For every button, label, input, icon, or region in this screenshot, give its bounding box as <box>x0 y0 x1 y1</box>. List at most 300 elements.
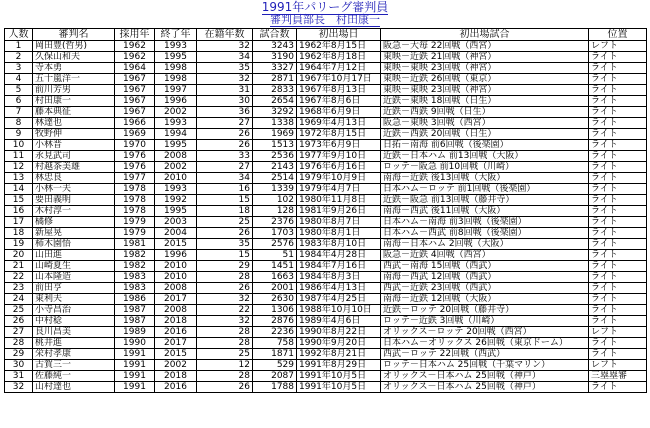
cell-games: 2876 <box>253 316 297 327</box>
cell-years: 36 <box>197 107 253 118</box>
cell-hired: 1962 <box>115 52 155 63</box>
table-row <box>5 151 647 162</box>
cell-hired: 1976 <box>115 162 155 173</box>
cell-ended: 2017 <box>155 294 197 305</box>
cell-hired: 1986 <box>115 294 155 305</box>
cell-games: 2001 <box>253 283 297 294</box>
cell-years: 26 <box>197 382 253 393</box>
cell-position: ライト <box>589 52 647 63</box>
cell-name: 山崎夏生 <box>33 261 115 272</box>
cell-years: 22 <box>197 305 253 316</box>
cell-debut-date: 1987年4月25日 <box>297 294 381 305</box>
cell-name: 村越茶美雄 <box>33 162 115 173</box>
cell-name: 木村淳一 <box>33 206 115 217</box>
cell-years: 28 <box>197 338 253 349</box>
table-row <box>5 272 647 283</box>
cell-debut-game: 南海－日本ハム 2回戦（大阪） <box>381 239 589 250</box>
cell-position: ライト <box>589 129 647 140</box>
cell-ended: 1995 <box>155 52 197 63</box>
cell-games: 2871 <box>253 74 297 85</box>
col-header-debut-game: 初出場試合 <box>381 29 589 41</box>
cell-games: 2536 <box>253 151 297 162</box>
col-header-games: 試合数 <box>253 29 297 41</box>
cell-ended: 1995 <box>155 206 197 217</box>
cell-hired: 1978 <box>115 206 155 217</box>
cell-debut-date: 1981年9月26日 <box>297 206 381 217</box>
cell-debut-date: 1990年9月20日 <box>297 338 381 349</box>
cell-games: 1788 <box>253 382 297 393</box>
cell-ended: 2010 <box>155 261 197 272</box>
cell-position: ライト <box>589 85 647 96</box>
cell-games: 1451 <box>253 261 297 272</box>
table-row <box>5 327 647 338</box>
cell-name: 良川昌美 <box>33 327 115 338</box>
cell-debut-date: 1973年6月9日 <box>297 140 381 151</box>
cell-position: ライト <box>589 118 647 129</box>
table-row <box>5 140 647 151</box>
cell-count: 30 <box>5 360 33 371</box>
cell-position: ライト <box>589 184 647 195</box>
cell-debut-game: ロッテ－近鉄 3回戦（川崎） <box>381 316 589 327</box>
cell-position: ライト <box>589 162 647 173</box>
cell-count: 8 <box>5 118 33 129</box>
cell-debut-date: 1991年8月29日 <box>297 360 381 371</box>
cell-position: レフト <box>589 360 647 371</box>
table-row <box>5 371 647 382</box>
col-header-hired: 採用年 <box>115 29 155 41</box>
cell-years: 30 <box>197 96 253 107</box>
cell-ended: 2018 <box>155 316 197 327</box>
cell-count: 3 <box>5 63 33 74</box>
cell-debut-date: 1967年10月17日 <box>297 74 381 85</box>
cell-name: 永見武司 <box>33 151 115 162</box>
cell-name: 山村達也 <box>33 382 115 393</box>
cell-ended: 2003 <box>155 217 197 228</box>
cell-years: 27 <box>197 118 253 129</box>
cell-debut-date: 1990年8月22日 <box>297 327 381 338</box>
cell-name: 中村稔 <box>33 316 115 327</box>
cell-position: レフト <box>589 41 647 52</box>
cell-years: 28 <box>197 272 253 283</box>
cell-count: 32 <box>5 382 33 393</box>
cell-count: 5 <box>5 85 33 96</box>
table-row <box>5 41 647 52</box>
cell-count: 14 <box>5 184 33 195</box>
table-row <box>5 316 647 327</box>
cell-debut-date: 1967年8月13日 <box>297 85 381 96</box>
cell-hired: 1983 <box>115 283 155 294</box>
cell-hired: 1977 <box>115 173 155 184</box>
cell-years: 28 <box>197 371 253 382</box>
cell-count: 19 <box>5 239 33 250</box>
cell-years: 18 <box>197 206 253 217</box>
table-row <box>5 349 647 360</box>
cell-ended: 1998 <box>155 63 197 74</box>
cell-count: 23 <box>5 283 33 294</box>
cell-games: 2376 <box>253 217 297 228</box>
cell-hired: 1967 <box>115 107 155 118</box>
cell-name: 五十嵐洋一 <box>33 74 115 85</box>
cell-hired: 1987 <box>115 316 155 327</box>
cell-debut-game: 近鉄－西鉄 9回戦（日生） <box>381 107 589 118</box>
table-row <box>5 206 647 217</box>
cell-ended: 2010 <box>155 272 197 283</box>
cell-position: ライト <box>589 63 647 74</box>
cell-games: 2514 <box>253 173 297 184</box>
cell-ended: 2017 <box>155 338 197 349</box>
cell-debut-game: 東映－近鉄 21回戦（神宮） <box>381 52 589 63</box>
cell-count: 4 <box>5 74 33 85</box>
cell-count: 21 <box>5 261 33 272</box>
cell-debut-date: 1986年4月13日 <box>297 283 381 294</box>
cell-ended: 1992 <box>155 195 197 206</box>
table-row <box>5 118 647 129</box>
cell-debut-date: 1962年8月18日 <box>297 52 381 63</box>
cell-hired: 1970 <box>115 140 155 151</box>
cell-debut-game: 阪急－東映 3回戦（西宮） <box>381 118 589 129</box>
cell-hired: 1966 <box>115 118 155 129</box>
cell-debut-game: 阪急－大毎 22回戦（西宮） <box>381 41 589 52</box>
cell-debut-game: オリックス－日本ハム 25回戦（神戸） <box>381 382 589 393</box>
cell-count: 18 <box>5 228 33 239</box>
cell-position: ライト <box>589 217 647 228</box>
cell-debut-date: 1972年8月15日 <box>297 129 381 140</box>
col-header-debut-date: 初出場日 <box>297 29 381 41</box>
cell-position: ライト <box>589 382 647 393</box>
cell-debut-game: 近鉄－西鉄 20回戦（日生） <box>381 129 589 140</box>
cell-debut-game: 南海－西武 後11回戦（大阪） <box>381 206 589 217</box>
cell-ended: 2002 <box>155 107 197 118</box>
cell-position: ライト <box>589 283 647 294</box>
cell-hired: 1979 <box>115 228 155 239</box>
cell-count: 13 <box>5 173 33 184</box>
table-row <box>5 294 647 305</box>
cell-debut-game: 東映－東映 23回戦（神宮） <box>381 85 589 96</box>
cell-ended: 2002 <box>155 162 197 173</box>
cell-years: 29 <box>197 261 253 272</box>
cell-position: レフト <box>589 327 647 338</box>
cell-debut-date: 1984年4月28日 <box>297 250 381 261</box>
cell-count: 28 <box>5 338 33 349</box>
cell-debut-game: ロッテ－阪急 前10回戦（川崎） <box>381 162 589 173</box>
cell-debut-date: 1967年8月6日 <box>297 96 381 107</box>
cell-debut-game: 近鉄－東映 18回戦（日生） <box>381 96 589 107</box>
cell-position: ライト <box>589 151 647 162</box>
cell-debut-game: ロッテ－日本ハム 25回戦（千葉マリン） <box>381 360 589 371</box>
cell-games: 2630 <box>253 294 297 305</box>
cell-ended: 2016 <box>155 327 197 338</box>
table-row <box>5 250 647 261</box>
cell-count: 12 <box>5 162 33 173</box>
cell-name: 桃井進 <box>33 338 115 349</box>
umpire-table <box>4 28 647 393</box>
cell-count: 9 <box>5 129 33 140</box>
cell-debut-game: オリックス－ロッテ 20回戦（西宮） <box>381 327 589 338</box>
cell-games: 1663 <box>253 272 297 283</box>
cell-hired: 1967 <box>115 74 155 85</box>
cell-hired: 1991 <box>115 349 155 360</box>
cell-ended: 2015 <box>155 349 197 360</box>
cell-position: ライト <box>589 294 647 305</box>
cell-years: 25 <box>197 349 253 360</box>
cell-position: ライト <box>589 228 647 239</box>
cell-count: 25 <box>5 305 33 316</box>
cell-ended: 1993 <box>155 118 197 129</box>
cell-ended: 1998 <box>155 74 197 85</box>
cell-games: 102 <box>253 195 297 206</box>
cell-games: 1969 <box>253 129 297 140</box>
cell-debut-date: 1980年8月7日 <box>297 217 381 228</box>
cell-position: ライト <box>589 239 647 250</box>
cell-name: 要田義明 <box>33 195 115 206</box>
table-row <box>5 74 647 85</box>
table-row <box>5 239 647 250</box>
cell-hired: 1976 <box>115 151 155 162</box>
cell-debut-date: 1988年10月10日 <box>297 305 381 316</box>
cell-ended: 2008 <box>155 305 197 316</box>
col-header-ended: 終了年 <box>155 29 197 41</box>
cell-years: 31 <box>197 85 253 96</box>
table-row <box>5 52 647 63</box>
cell-games: 2576 <box>253 239 297 250</box>
cell-games: 1339 <box>253 184 297 195</box>
table-row <box>5 283 647 294</box>
cell-years: 26 <box>197 129 253 140</box>
cell-debut-date: 1984年8月3日 <box>297 272 381 283</box>
col-header-count: 人数 <box>5 29 33 41</box>
cell-hired: 1978 <box>115 195 155 206</box>
col-header-name: 審判名 <box>33 29 115 41</box>
table-row <box>5 338 647 349</box>
cell-ended: 2008 <box>155 283 197 294</box>
table-row <box>5 217 647 228</box>
cell-name: 小林一夫 <box>33 184 115 195</box>
cell-count: 11 <box>5 151 33 162</box>
cell-games: 1871 <box>253 349 297 360</box>
cell-count: 27 <box>5 327 33 338</box>
cell-games: 529 <box>253 360 297 371</box>
cell-ended: 1993 <box>155 184 197 195</box>
cell-debut-game: 南海－近鉄 12回戦（大阪） <box>381 294 589 305</box>
cell-games: 2236 <box>253 327 297 338</box>
cell-debut-game: 阪急－近鉄 4回戦（西宮） <box>381 250 589 261</box>
cell-name: 柿木園悟 <box>33 239 115 250</box>
cell-debut-date: 1983年8月10日 <box>297 239 381 250</box>
cell-position: ライト <box>589 173 647 184</box>
cell-debut-date: 1979年4月7日 <box>297 184 381 195</box>
cell-position: ライト <box>589 261 647 272</box>
cell-years: 28 <box>197 327 253 338</box>
cell-games: 2143 <box>253 162 297 173</box>
table-row <box>5 195 647 206</box>
cell-years: 32 <box>197 316 253 327</box>
table-row <box>5 85 647 96</box>
cell-debut-game: 東映－近鉄 26回戦（東京） <box>381 74 589 85</box>
cell-years: 34 <box>197 52 253 63</box>
cell-debut-date: 1991年10月5日 <box>297 371 381 382</box>
cell-hired: 1991 <box>115 360 155 371</box>
cell-debut-game: 日本ハム－オリックス 26回戦（東京ドーム） <box>381 338 589 349</box>
cell-hired: 1989 <box>115 327 155 338</box>
sheet-title: 1991年パリーグ審判員 <box>261 0 389 14</box>
cell-hired: 1991 <box>115 382 155 393</box>
table-row <box>5 228 647 239</box>
cell-count: 15 <box>5 195 33 206</box>
table-row <box>5 129 647 140</box>
cell-games: 2833 <box>253 85 297 96</box>
cell-count: 20 <box>5 250 33 261</box>
cell-hired: 1979 <box>115 217 155 228</box>
cell-name: 佐藤純一 <box>33 371 115 382</box>
cell-count: 16 <box>5 206 33 217</box>
cell-position: ライト <box>589 140 647 151</box>
cell-name: 前川芳男 <box>33 85 115 96</box>
cell-position: ライト <box>589 96 647 107</box>
table-row <box>5 360 647 371</box>
cell-years: 26 <box>197 140 253 151</box>
cell-debut-game: 近鉄－阪急 前13回戦（藤井寺） <box>381 195 589 206</box>
cell-count: 2 <box>5 52 33 63</box>
table-row <box>5 96 647 107</box>
cell-debut-game: 南海－近鉄 後13回戦（大阪） <box>381 173 589 184</box>
cell-years: 26 <box>197 228 253 239</box>
cell-years: 26 <box>197 283 253 294</box>
cell-years: 12 <box>197 360 253 371</box>
cell-games: 51 <box>253 250 297 261</box>
cell-position: ライト <box>589 316 647 327</box>
cell-years: 15 <box>197 250 253 261</box>
cell-debut-date: 1976年6月16日 <box>297 162 381 173</box>
cell-ended: 2008 <box>155 151 197 162</box>
cell-debut-date: 1989年4月6日 <box>297 316 381 327</box>
cell-ended: 2018 <box>155 371 197 382</box>
cell-count: 1 <box>5 41 33 52</box>
cell-position: ライト <box>589 74 647 85</box>
cell-ended: 1994 <box>155 129 197 140</box>
table-row <box>5 173 647 184</box>
cell-games: 1513 <box>253 140 297 151</box>
sheet-subtitle: 審判員部長 村田康一 <box>270 13 380 26</box>
cell-hired: 1982 <box>115 250 155 261</box>
table-row <box>5 382 647 393</box>
table-row <box>5 63 647 74</box>
cell-position: ライト <box>589 195 647 206</box>
cell-hired: 1978 <box>115 184 155 195</box>
cell-position: 三塁塁審 <box>589 371 647 382</box>
cell-games: 1306 <box>253 305 297 316</box>
cell-name: 藤本典征 <box>33 107 115 118</box>
cell-debut-game: 東映－東映 23回戦（神宮） <box>381 63 589 74</box>
cell-name: 新屋晃 <box>33 228 115 239</box>
cell-name: 橘修 <box>33 217 115 228</box>
cell-ended: 2016 <box>155 382 197 393</box>
cell-hired: 1990 <box>115 338 155 349</box>
cell-count: 22 <box>5 272 33 283</box>
cell-name: 古賀三一 <box>33 360 115 371</box>
cell-ended: 1995 <box>155 140 197 151</box>
cell-debut-date: 1992年8月21日 <box>297 349 381 360</box>
cell-debut-date: 1984年7月16日 <box>297 261 381 272</box>
cell-count: 29 <box>5 349 33 360</box>
cell-games: 3243 <box>253 41 297 52</box>
cell-games: 3327 <box>253 63 297 74</box>
col-header-years: 在籍年数 <box>197 29 253 41</box>
cell-count: 31 <box>5 371 33 382</box>
cell-games: 3292 <box>253 107 297 118</box>
cell-name: 久保山和夫 <box>33 52 115 63</box>
table-row <box>5 184 647 195</box>
cell-debut-date: 1964年7月12日 <box>297 63 381 74</box>
table-row <box>5 261 647 272</box>
cell-count: 17 <box>5 217 33 228</box>
cell-debut-game: 日本ハム－西武 前8回戦（後楽園） <box>381 228 589 239</box>
cell-years: 16 <box>197 184 253 195</box>
cell-position: ライト <box>589 349 647 360</box>
cell-position: ライト <box>589 305 647 316</box>
cell-ended: 2015 <box>155 239 197 250</box>
cell-position: ライト <box>589 272 647 283</box>
cell-years: 35 <box>197 239 253 250</box>
cell-hired: 1969 <box>115 129 155 140</box>
cell-debut-game: 南海－西武 12回戦（西武） <box>381 272 589 283</box>
cell-debut-game: 近鉄－ロッテ 20回戦（藤井寺） <box>381 305 589 316</box>
cell-position: ライト <box>589 250 647 261</box>
cell-ended: 1996 <box>155 96 197 107</box>
cell-ended: 1993 <box>155 41 197 52</box>
cell-count: 7 <box>5 107 33 118</box>
cell-name: 林達也 <box>33 118 115 129</box>
cell-debut-game: 日拓－南海 前6回戦（後楽園） <box>381 140 589 151</box>
cell-games: 758 <box>253 338 297 349</box>
cell-debut-date: 1962年8月15日 <box>297 41 381 52</box>
cell-debut-game: 西武－南海 15回戦（西武） <box>381 261 589 272</box>
cell-years: 32 <box>197 74 253 85</box>
cell-ended: 2004 <box>155 228 197 239</box>
cell-count: 26 <box>5 316 33 327</box>
cell-hired: 1964 <box>115 63 155 74</box>
cell-debut-game: 西武－近鉄 23回戦（西武） <box>381 283 589 294</box>
cell-name: 前田亨 <box>33 283 115 294</box>
table-row <box>5 162 647 173</box>
cell-years: 34 <box>197 173 253 184</box>
cell-debut-date: 1977年9月10日 <box>297 151 381 162</box>
cell-ended: 2010 <box>155 173 197 184</box>
cell-position: ライト <box>589 107 647 118</box>
cell-ended: 1996 <box>155 250 197 261</box>
table-row <box>5 305 647 316</box>
cell-count: 24 <box>5 294 33 305</box>
cell-hired: 1962 <box>115 41 155 52</box>
cell-years: 33 <box>197 151 253 162</box>
cell-games: 128 <box>253 206 297 217</box>
cell-debut-date: 1980年11月8日 <box>297 195 381 206</box>
cell-name: 小林晋 <box>33 140 115 151</box>
table-row <box>5 107 647 118</box>
cell-name: 岡田豊(哲男) <box>33 41 115 52</box>
cell-years: 35 <box>197 63 253 74</box>
cell-debut-date: 1969年4月13日 <box>297 118 381 129</box>
cell-ended: 2002 <box>155 360 197 371</box>
cell-debut-game: 日本ハム－南海 前3回戦（後楽園） <box>381 217 589 228</box>
cell-count: 10 <box>5 140 33 151</box>
cell-hired: 1982 <box>115 261 155 272</box>
cell-name: 牧野伸 <box>33 129 115 140</box>
cell-name: 山本隆造 <box>33 272 115 283</box>
cell-years: 27 <box>197 162 253 173</box>
cell-hired: 1987 <box>115 305 155 316</box>
cell-position: ライト <box>589 338 647 349</box>
header-row <box>5 29 647 41</box>
